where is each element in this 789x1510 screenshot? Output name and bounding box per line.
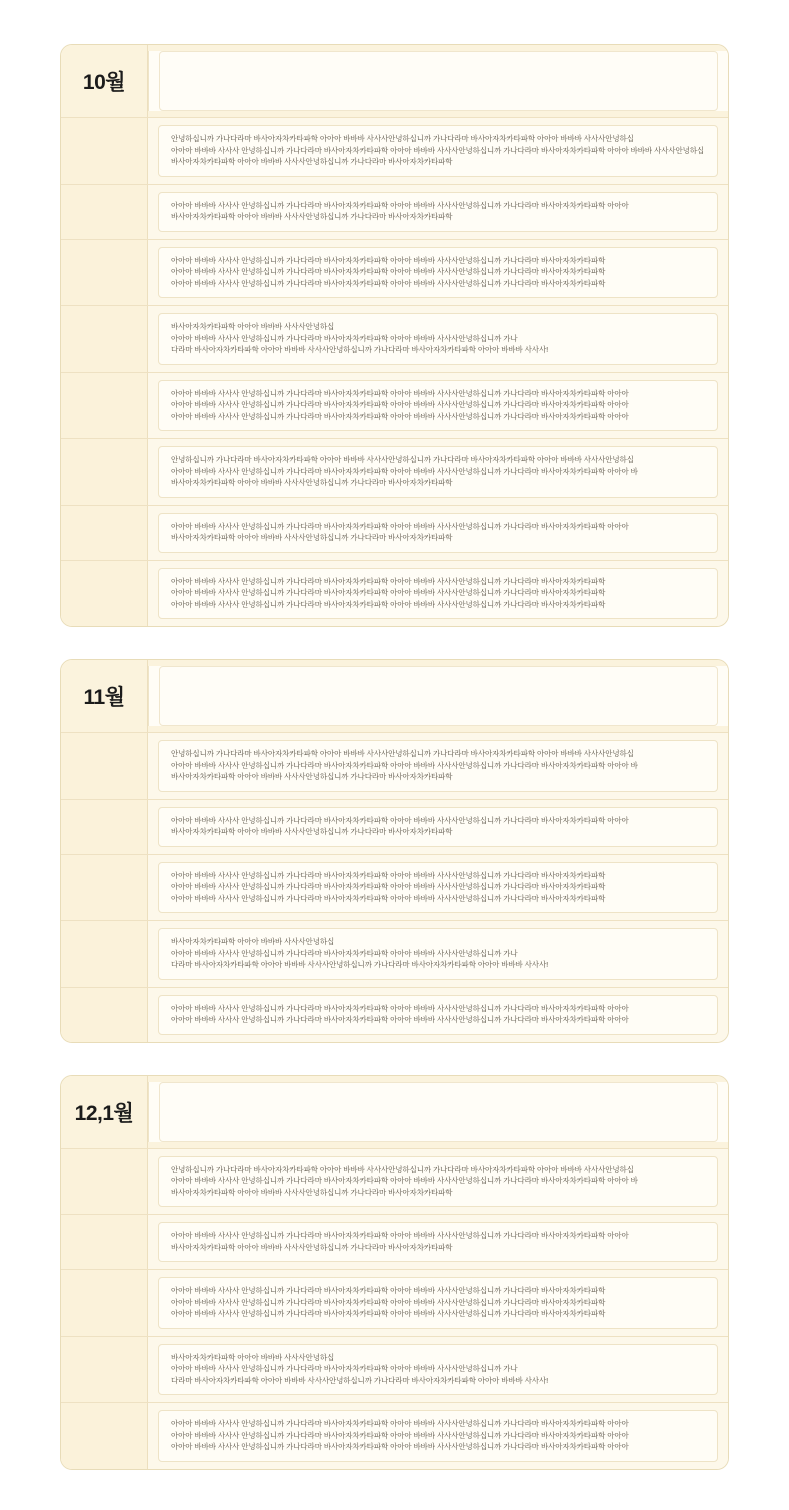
table-row [61, 1148, 728, 1215]
row-text-block [158, 807, 718, 847]
row-text-line: 다라마 바사아자차카타파학 아아아 바바바 사사사안녕하십니까 가나다라마 바사아자차카타파학 아아아 바바바 사사사! [171, 960, 549, 969]
row-text-line: 아아아 바바바 사사사 안녕하십니까 가나다라마 바사아자차카타파학 아아아 바바바 사사사안녕하십니까 가나다라마 바사아자차카타파학 [171, 599, 606, 609]
row-text-line: 아아아 바바바 사사사 안녕하십니까 가나다라마 바사아자차카타파학 아아아 바바바 사사사안녕하십니까 가나다라마 바사아자차카타파학 [171, 882, 606, 891]
row-label-cell [61, 439, 148, 505]
row-label-cell [61, 240, 148, 306]
row-text-block [158, 313, 718, 365]
table-row [61, 920, 728, 987]
month-section [60, 44, 729, 627]
table-row [61, 854, 728, 921]
table-row [61, 505, 728, 560]
row-text-line: 아아아 바바바 사사사 안녕하십니까 가나다라마 바사아자차카타파학 아아아 바바바 사사사안녕하십니까 가나 [171, 948, 518, 958]
section-header [61, 45, 728, 117]
row-text-block [158, 1222, 718, 1262]
section-header [61, 1076, 728, 1148]
row-text-block [158, 513, 718, 553]
row-text-line: 바사아자차카타파학 아아아 바바바 사사사안녕하십니까 가나다라마 바사아자차카타파학 [171, 212, 453, 221]
row-text-block [158, 247, 718, 299]
row-text-line: 안녕하십니까 가나다라마 바사아자차카타파학 아아아 바바바 사사사안녕하십니까 가나다라마 바사아자차카타파학 아아아 바바바 사사사안녕하십 [171, 1164, 634, 1174]
month-label: 11월 [83, 686, 125, 709]
table-row [61, 560, 728, 627]
row-text-line: 바사아자차카타파학 아아아 바바바 사사사안녕하십니까 가나다라마 바사아자차카타파학 [171, 1187, 453, 1197]
row-content-cell [148, 439, 728, 505]
row-text-line: 바사아자차카타파학 아아아 바바바 사사사안녕하십 [171, 937, 335, 946]
header-empty-cell [148, 1082, 728, 1142]
row-label-cell [61, 921, 148, 987]
header-empty-cell-inner [159, 51, 718, 111]
row-content-cell [148, 185, 728, 239]
row-text-line: 아아아 바바바 사사사 안녕하십니까 가나다라마 바사아자차카타파학 아아아 바바바 사사사안녕하십니까 가나다라마 바사아자차카타파학 아아아 바 [171, 1176, 638, 1185]
row-label-cell [61, 506, 148, 560]
row-text-line: 아아아 바바바 사사사 안녕하십니까 가나다라마 바사아자차카타파학 아아아 바바바 사사사안녕하십니까 가나다라마 바사아자차카타파학 아아아 [171, 815, 629, 825]
row-label-cell [61, 185, 148, 239]
row-text-line: 아아아 바바바 사사사 안녕하십니까 가나다라마 바사아자차카타파학 아아아 바바바 사사사안녕하십니까 가나다라마 바사아자차카타파학 [171, 1286, 606, 1295]
header-empty-cell-inner [159, 1082, 718, 1142]
row-text-line: 아아아 바바바 사사사 안녕하십니까 가나다라마 바사아자차카타파학 아아아 바바바 사사사안녕하십니까 가나다라마 바사아자차카타파학 [171, 588, 606, 597]
row-text-line: 아아아 바바바 사사사 안녕하십니까 가나다라마 바사아자차카타파학 아아아 바바바 사사사안녕하십니까 가나다라마 바사아자차카타파학 아아아 바 [171, 466, 638, 476]
row-text-line: 아아아 바바바 사사사 안녕하십니까 가나다라마 바사아자차카타파학 아아아 바바바 사사사안녕하십니까 가나다라마 바사아자차카타파학 아아아 [171, 1231, 629, 1240]
row-label-cell [61, 306, 148, 372]
row-text-line: 아아아 바바바 사사사 안녕하십니까 가나다라마 바사아자차카타파학 아아아 바바바 사사사안녕하십니까 가나다라마 바사아자차카타파학 아아아 [171, 1003, 629, 1013]
month-section [60, 1075, 729, 1470]
row-label-cell [61, 733, 148, 799]
row-text-line: 아아아 바바바 사사사 안녕하십니까 가나다라마 바사아자차카타파학 아아아 바바바 사사사안녕하십니까 가나다라마 바사아자차카타파학 [171, 893, 606, 903]
row-text-line: 아아아 바바바 사사사 안녕하십니까 가나다라마 바사아자차카타파학 아아아 바바바 사사사안녕하십니까 가나다라마 바사아자차카타파학 아아아 [171, 521, 629, 531]
row-text-line: 아아아 바바바 사사사 안녕하십니까 가나다라마 바사아자차카타파학 아아아 바바바 사사사안녕하십니까 가나다라마 바사아자차카타파학 아아아 [171, 200, 629, 210]
row-text-block [158, 1277, 718, 1329]
row-text-line: 안녕하십니까 가나다라마 바사아자차카타파학 아아아 바바바 사사사안녕하십니까 가나다라마 바사아자차카타파학 아아아 바바바 사사사안녕하십 [171, 134, 634, 143]
row-text-line: 바사아자차카타파학 아아아 바바바 사사사안녕하십니까 가나다라마 바사아자차카타파학 [171, 1242, 453, 1252]
row-text-line: 아아아 바바바 사사사 안녕하십니까 가나다라마 바사아자차카타파학 아아아 바바바 사사사안녕하십니까 가나다라마 바사아자차카타파학 아아아 [171, 1015, 629, 1024]
row-text-block [158, 125, 718, 177]
row-text-line: 바사아자차카타파학 아아아 바바바 사사사안녕하십 [171, 322, 335, 331]
row-label-cell [61, 1215, 148, 1269]
row-content-cell [148, 240, 728, 306]
row-text-block [158, 928, 718, 980]
row-text-block [158, 380, 718, 432]
row-text-block [158, 192, 718, 232]
table-row [61, 1214, 728, 1269]
row-text-line: 바사아자차카타파학 아아아 바바바 사사사안녕하십니까 가나다라마 바사아자차카타파학 [171, 827, 453, 836]
row-label-cell [61, 800, 148, 854]
row-text-line: 아아아 바바바 사사사 안녕하십니까 가나다라마 바사아자차카타파학 아아아 바바바 사사사안녕하십니까 가나다라마 바사아자차카타파학 [171, 278, 606, 288]
row-text-line: 바사아자차카타파학 아아아 바바바 사사사안녕하십 [171, 1352, 335, 1362]
table-row [61, 987, 728, 1042]
row-label-cell [61, 1270, 148, 1336]
row-label-cell [61, 118, 148, 184]
header-empty-cell [148, 666, 728, 726]
table-row [61, 1336, 728, 1403]
row-text-block [158, 568, 718, 620]
table-row [61, 1269, 728, 1336]
row-text-line: 아아아 바바바 사사사 안녕하십니까 가나다라마 바사아자차카타파학 아아아 바바바 사사사안녕하십니까 가나다라마 바사아자차카타파학 아아아 [171, 1442, 629, 1451]
table-row [61, 372, 728, 439]
row-content-cell [148, 1215, 728, 1269]
table-row [61, 438, 728, 505]
row-text-line: 아아아 바바바 사사사 안녕하십니까 가나다라마 바사아자차카타파학 아아아 바바바 사사사안녕하십니까 가나다라마 바사아자차카타파학 [171, 1297, 606, 1307]
row-content-cell [148, 988, 728, 1042]
row-text-line: 아아아 바바바 사사사 안녕하십니까 가나다라마 바사아자차카타파학 아아아 바바바 사사사안녕하십니까 가나 [171, 333, 518, 343]
table-row [61, 117, 728, 184]
row-text-line: 다라마 바사아자차카타파학 아아아 바바바 사사사안녕하십니까 가나다라마 바사아자차카타파학 아아아 바바바 사사사! [171, 1375, 549, 1385]
row-content-cell [148, 800, 728, 854]
row-text-line: 아아아 바바바 사사사 안녕하십니까 가나다라마 바사아자차카타파학 아아아 바바바 사사사안녕하십니까 가나다라마 바사아자차카타파학 [171, 576, 606, 586]
row-text-block [158, 740, 718, 792]
table-row [61, 305, 728, 372]
row-text-block [158, 995, 718, 1035]
month-label: 12,1월 [74, 1101, 134, 1125]
row-label-cell [61, 561, 148, 627]
row-label-cell [61, 1337, 148, 1403]
table-row [61, 1402, 728, 1469]
row-text-line: 바사아자차카타파학 아아아 바바바 사사사안녕하십니까 가나다라마 바사아자차카타파학 [171, 533, 453, 542]
month-cell [61, 1076, 148, 1148]
row-content-cell [148, 118, 728, 184]
row-content-cell [148, 921, 728, 987]
table-row [61, 184, 728, 239]
row-text-line: 아아아 바바바 사사사 안녕하십니까 가나다라마 바사아자차카타파학 아아아 바바바 사사사안녕하십니까 가나다라마 바사아자차카타파학 아아아 [171, 411, 629, 421]
row-text-block [158, 446, 718, 498]
row-text-line: 아아아 바바바 사사사 안녕하십니까 가나다라마 바사아자차카타파학 아아아 바바바 사사사안녕하십니까 가나다라마 바사아자차카타파학 아아아 [171, 400, 629, 409]
row-text-line: 아아아 바바바 사사사 안녕하십니까 가나다라마 바사아자차카타파학 아아아 바바바 사사사안녕하십니까 가나다라마 바사아자차카타파학 아아아 바 [171, 760, 638, 770]
table-row [61, 732, 728, 799]
row-text-line: 안녕하십니까 가나다라마 바사아자차카타파학 아아아 바바바 사사사안녕하십니까 가나다라마 바사아자차카타파학 아아아 바바바 사사사안녕하십 [171, 455, 634, 464]
row-text-line: 아아아 바바바 사사사 안녕하십니까 가나다라마 바사아자차카타파학 아아아 바바바 사사사안녕하십니까 가나다라마 바사아자차카타파학 아아아 [171, 1419, 629, 1428]
row-text-line: 다라마 바사아자차카타파학 아아아 바바바 사사사안녕하십니까 가나다라마 바사아자차카타파학 아아아 바바바 사사사! [171, 345, 549, 354]
row-content-cell [148, 561, 728, 627]
month-label: 10월 [82, 71, 126, 94]
row-content-cell [148, 1403, 728, 1469]
row-label-cell [61, 1149, 148, 1215]
row-text-line: 바사아자차카타파학 아아아 바바바 사사사안녕하십니까 가나다라마 바사아자차카타파학 [171, 157, 453, 166]
row-text-line: 안녕하십니까 가나다라마 바사아자차카타파학 아아아 바바바 사사사안녕하십니까 가나다라마 바사아자차카타파학 아아아 바바바 사사사안녕하십 [171, 749, 634, 758]
table-row [61, 799, 728, 854]
row-text-line: 아아아 바바바 사사사 안녕하십니까 가나다라마 바사아자차카타파학 아아아 바바바 사사사안녕하십니까 가나다라마 바사아자차카타파학 아아아 [171, 388, 629, 398]
row-text-line: 아아아 바바바 사사사 안녕하십니까 가나다라마 바사아자차카타파학 아아아 바바바 사사사안녕하십니까 가나 [171, 1364, 518, 1373]
row-text-line: 아아아 바바바 사사사 안녕하십니까 가나다라마 바사아자차카타파학 아아아 바바바 사사사안녕하십니까 가나다라마 바사아자차카타파학 [171, 267, 606, 276]
header-empty-cell [148, 51, 728, 111]
row-text-line: 아아아 바바바 사사사 안녕하십니까 가나다라마 바사아자차카타파학 아아아 바바바 사사사안녕하십니까 가나다라마 바사아자차카타파학 아아아 [171, 1430, 629, 1440]
row-label-cell [61, 1403, 148, 1469]
row-label-cell [61, 855, 148, 921]
row-label-cell [61, 373, 148, 439]
month-section [60, 659, 729, 1043]
row-content-cell [148, 373, 728, 439]
row-text-line: 아아아 바바바 사사사 안녕하십니까 가나다라마 바사아자차카타파학 아아아 바바바 사사사안녕하십니까 가나다라마 바사아자차카타파학 [171, 1309, 606, 1318]
row-content-cell [148, 1149, 728, 1215]
row-text-block [158, 1156, 718, 1208]
row-text-block [158, 1410, 718, 1462]
row-content-cell [148, 855, 728, 921]
row-text-line: 아아아 바바바 사사사 안녕하십니까 가나다라마 바사아자차카타파학 아아아 바바바 사사사안녕하십니까 가나다라마 바사아자차카타파학 [171, 870, 606, 880]
month-cell [61, 660, 148, 732]
row-content-cell [148, 306, 728, 372]
row-content-cell [148, 733, 728, 799]
row-text-line: 아아아 바바바 사사사 안녕하십니까 가나다라마 바사아자차카타파학 아아아 바바바 사사사안녕하십니까 가나다라마 바사아자차카타파학 [171, 255, 606, 265]
row-label-cell [61, 988, 148, 1042]
month-cell [61, 45, 148, 117]
row-text-block [158, 1344, 718, 1396]
table-row [61, 239, 728, 306]
row-content-cell [148, 506, 728, 560]
row-text-line: 아아아 바바바 사사사 안녕하십니까 가나다라마 바사아자차카타파학 아아아 바바바 사사사안녕하십니까 가나다라마 바사아자차카타파학 아아아 바바바 사사사안녕하십 [171, 145, 705, 155]
row-content-cell [148, 1337, 728, 1403]
schedule-sections [60, 44, 729, 1470]
row-content-cell [148, 1270, 728, 1336]
header-empty-cell-inner [159, 666, 718, 726]
row-text-line: 바사아자차카타파학 아아아 바바바 사사사안녕하십니까 가나다라마 바사아자차카타파학 [171, 478, 453, 487]
section-header [61, 660, 728, 732]
row-text-block [158, 862, 718, 914]
row-text-line: 바사아자차카타파학 아아아 바바바 사사사안녕하십니까 가나다라마 바사아자차카타파학 [171, 772, 453, 781]
